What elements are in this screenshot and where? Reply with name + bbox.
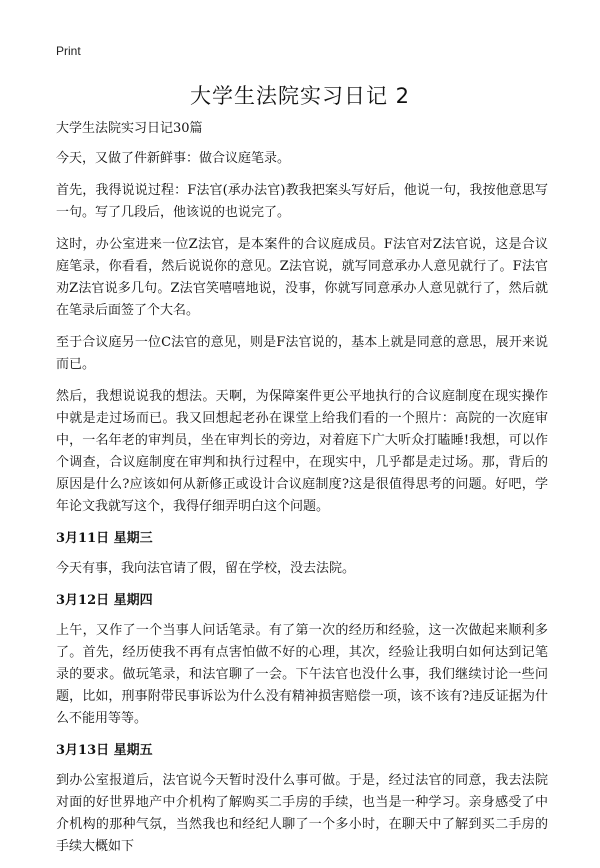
document-subtitle: 大学生法院实习日记30篇 bbox=[56, 121, 203, 136]
date-heading: 3月12日 星期四 bbox=[56, 593, 153, 608]
paragraph: 今天有事，我向法官请了假，留在学校，没去法院。 bbox=[56, 561, 356, 576]
date-heading: 3月11日 星期三 bbox=[56, 531, 153, 546]
paragraph: 首先，我得说说过程：F法官(承办法官)教我把案头写好后，他说一句，我按他意思写一句。写了几段后，他该说的也说完了。 bbox=[56, 183, 548, 220]
paragraph: 至于合议庭另一位C法官的意见，则是F法官说的，基本上就是同意的意思，展开来说而已。 bbox=[56, 335, 548, 372]
paragraph: 然后，我想说说我的想法。天啊，为保障案件更公平地执行的合议庭制度在现实操作中就是走过场而已。我又回想起老孙在课堂上给我们看的一个照片：高院的一次庭审中，一名年老的审判员，坐在审判长的旁边，对着庭下广大听众打瞌睡!我想，可以作个调查，合议庭制度在审判和执行过程中，在现实中，几乎都是走过场。那，背后的原因是什么?应该如何从新修正或设计合议庭制度?这是很值得思考的问题。好吧，学年论文我就写这个，我得仔细弄明白这个问题。 bbox=[56, 389, 548, 514]
paragraph: 到办公室报道后，法官说今天暂时没什么事可做。于是，经过法官的同意，我去法院对面的好世界地产中介机构了解购买二手房的手续，也当是一种学习。亲身感受了中介机构的那种气氛，当然我也和经纪人聊了一个多小时，在聊天中了解到买二手房的手续大概如下 bbox=[56, 773, 548, 854]
page-title: 大学生法院实习日记 2 bbox=[189, 84, 411, 108]
paragraph: 上午，又作了一个当事人问话笔录。有了第一次的经历和经验，这一次做起来顺利多了。首先，经历使我不再有点害怕做不好的心理，其次，经验让我明白如何达到记笔录的要求。做玩笔录，和法官聊了一会。下午法官也没什么事，我们继续讨论一些问题，比如，刑事附带民事诉讼为什么没有精神损害赔偿一项，该不该有?违反证据为什么不能用等等。 bbox=[56, 623, 548, 726]
document-body bbox=[56, 118, 548, 868]
paragraph: 今天，又做了件新鲜事：做合议庭笔录。 bbox=[56, 151, 291, 166]
paragraph: 这时，办公室进来一位Z法官，是本案件的合议庭成员。F法官对Z法官说，这是合议庭笔录，你看看，然后说说你的意见。Z法官说，就写同意承办人意见就行了。F法官劝Z法官说多几句。Z法官笑嘻嘻地说，没事，你就写同意承办人意见就行了，然后就在笔录后面签了个大名。 bbox=[56, 237, 548, 318]
print-label[interactable]: Print bbox=[56, 44, 81, 58]
date-heading: 3月13日 星期五 bbox=[56, 743, 153, 758]
